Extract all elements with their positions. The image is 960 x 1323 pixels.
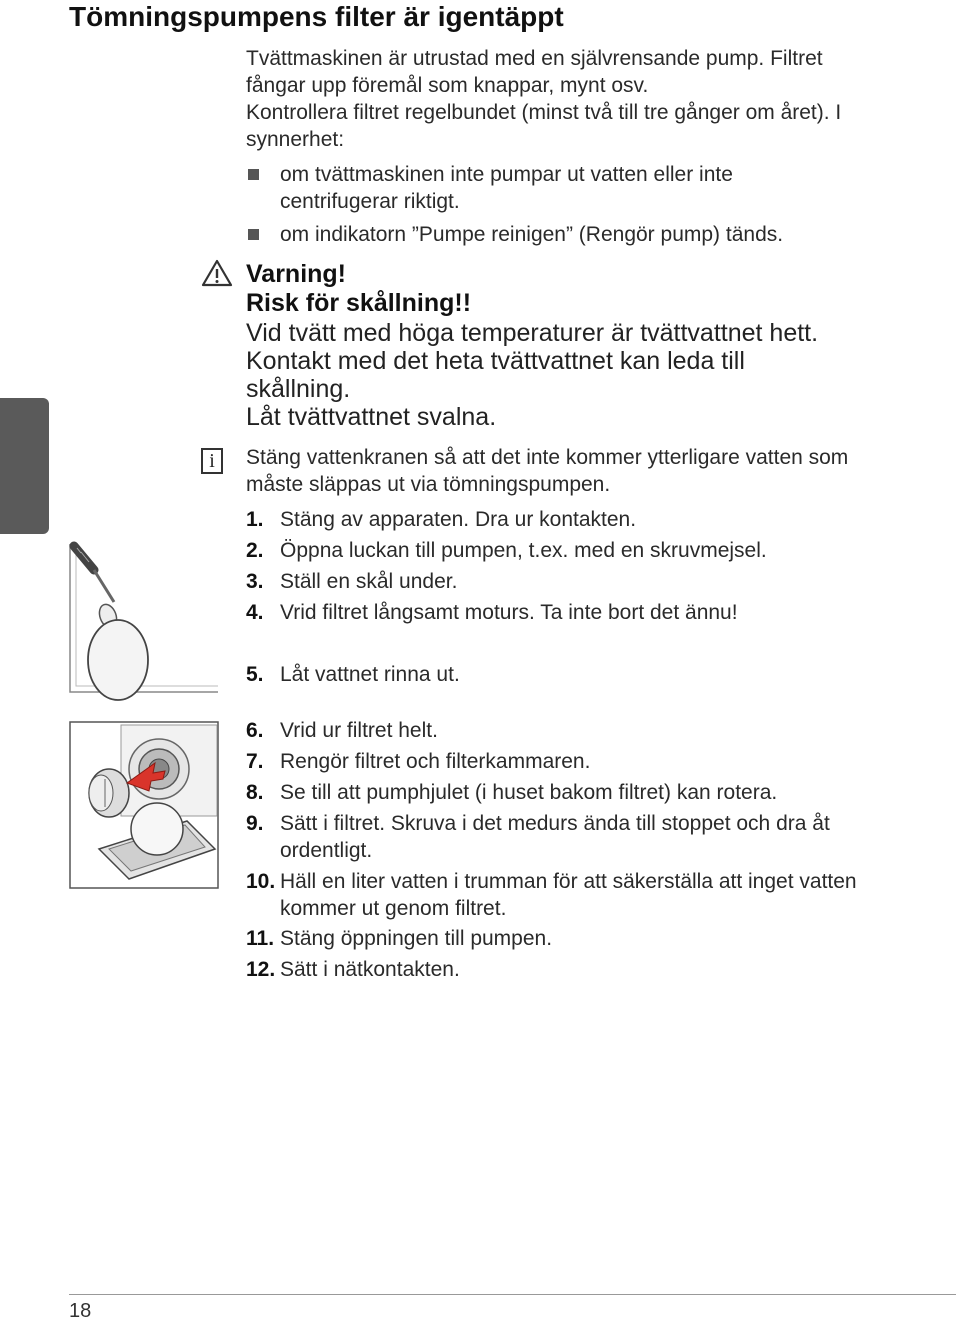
warning-line: Kontakt med det heta tvättvattnet kan leda till xyxy=(246,347,745,375)
screwdriver-illustration xyxy=(68,540,218,710)
warning-subheading: Risk för skållning!! xyxy=(246,289,472,317)
warning-triangle-icon xyxy=(201,259,233,287)
step-item xyxy=(246,661,946,688)
step-item xyxy=(246,779,946,806)
step-number: 7. xyxy=(246,750,264,773)
info-text xyxy=(246,444,946,498)
step-line: Se till att pumphjulet (i huset bakom filtret) kan rotera. xyxy=(280,781,778,804)
step-number: 2. xyxy=(246,539,264,562)
step-number: 9. xyxy=(246,812,264,835)
step-number: 10. xyxy=(246,870,276,893)
bullet-line: om tvättmaskinen inte pumpar ut vatten eller inte xyxy=(280,163,733,186)
intro-line: synnerhet: xyxy=(246,128,345,151)
step-number: 11. xyxy=(246,927,275,950)
warning-line: skållning. xyxy=(246,375,351,403)
step-item xyxy=(246,599,946,626)
bullet-item xyxy=(246,221,926,248)
bullet-line: centrifugerar riktigt. xyxy=(280,190,460,213)
warning-line: Vid tvätt med höga temperaturer är tvättvattnet hett. xyxy=(246,319,819,347)
warning-text xyxy=(246,319,936,431)
step-line: Stäng öppningen till pumpen. xyxy=(280,927,553,950)
step-item xyxy=(246,956,946,983)
step-item xyxy=(246,810,946,864)
step-line: Sätt i filtret. Skruva i det medurs ända till stoppet och dra åt xyxy=(280,812,830,835)
step-number: 8. xyxy=(246,781,264,804)
warning-heading: Varning! xyxy=(246,260,347,288)
info-line: Stäng vattenkranen så att det inte kommer ytterligare vatten som xyxy=(246,446,849,469)
step-line: ordentligt. xyxy=(280,839,373,862)
step-line: Öppna luckan till pumpen, t.ex. med en skruvmejsel. xyxy=(280,539,767,562)
step-line: Ställ en skål under. xyxy=(280,570,458,593)
intro-line: fångar upp föremål som knappar, mynt osv. xyxy=(246,74,649,97)
step-line: Häll en liter vatten i trumman för att säkerställa att inget vatten xyxy=(280,870,857,893)
step-item xyxy=(246,925,946,952)
page-number: 18 xyxy=(69,1300,92,1322)
info-line: måste släppas ut via tömningspumpen. xyxy=(246,473,611,496)
section-tab xyxy=(0,398,49,534)
step-line: Rengör filtret och filterkammaren. xyxy=(280,750,591,773)
filter-removal-illustration xyxy=(69,721,219,889)
step-line: Vrid filtret långsamt moturs. Ta inte bort det ännu! xyxy=(280,601,738,624)
step-item xyxy=(246,748,946,775)
step-number: 1. xyxy=(246,508,264,531)
footer-divider xyxy=(69,1294,956,1295)
step-line: Stäng av apparaten. Dra ur kontakten. xyxy=(280,508,637,531)
intro-line: Tvättmaskinen är utrustad med en självrensande pump. Filtret xyxy=(246,47,823,70)
step-number: 6. xyxy=(246,719,264,742)
step-number: 4. xyxy=(246,601,264,624)
step-line: Vrid ur filtret helt. xyxy=(280,719,438,742)
bullet-square-icon xyxy=(248,229,259,240)
step-item xyxy=(246,868,946,922)
bullet-square-icon xyxy=(248,169,259,180)
step-number: 5. xyxy=(246,663,264,686)
step-item xyxy=(246,506,946,533)
step-item xyxy=(246,537,946,564)
step-item xyxy=(246,717,946,744)
step-number: 12. xyxy=(246,958,276,981)
step-line: Låt vattnet rinna ut. xyxy=(280,663,460,686)
info-icon: i xyxy=(201,448,223,474)
step-line: Sätt i nätkontakten. xyxy=(280,958,460,981)
warning-line: Låt tvättvattnet svalna. xyxy=(246,403,497,431)
bullet-item xyxy=(246,161,926,215)
step-number: 3. xyxy=(246,570,264,593)
intro-paragraph xyxy=(246,45,946,153)
page-title: Tömningspumpens filter är igentäppt xyxy=(69,1,564,32)
step-item xyxy=(246,568,946,595)
step-line: kommer ut genom filtret. xyxy=(280,897,507,920)
bullet-line: om indikatorn ”Pumpe reinigen” (Rengör pump) tänds. xyxy=(280,223,784,246)
intro-line: Kontrollera filtret regelbundet (minst två till tre gånger om året). I xyxy=(246,101,842,124)
